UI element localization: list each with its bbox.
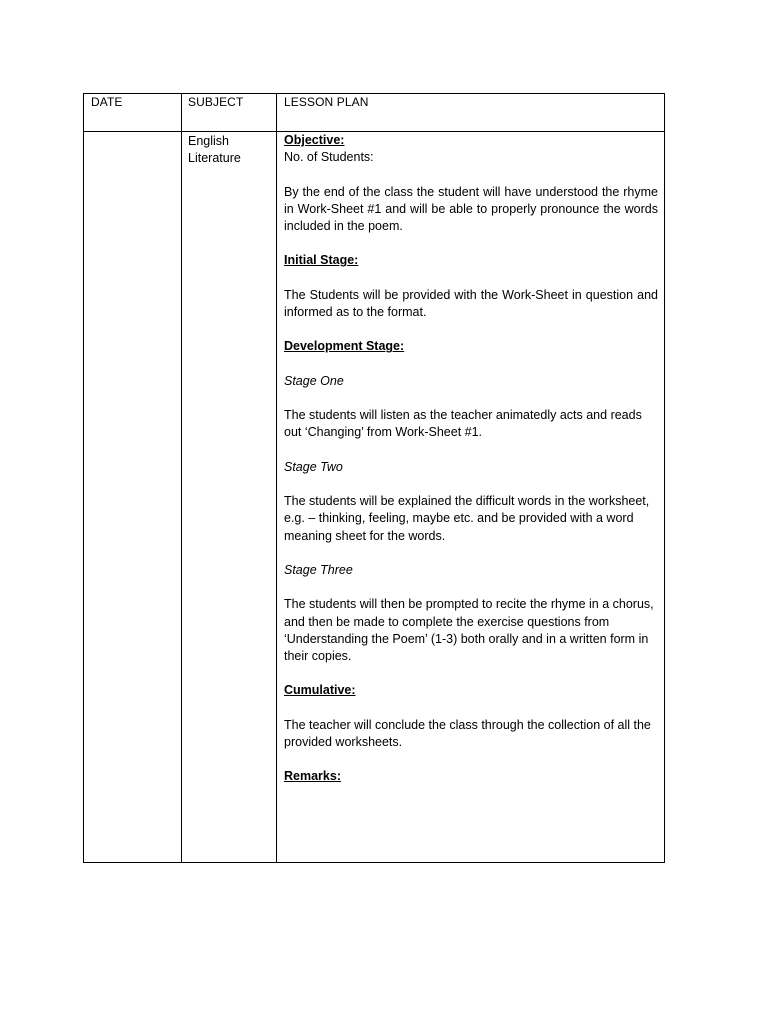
students-label: No. of Students:: [284, 150, 374, 165]
cumulative-heading: Cumulative:: [284, 683, 356, 698]
remarks-heading: Remarks:: [284, 769, 341, 784]
cumulative-text: The teacher will conclude the class through the collection of all the provided worksheets.: [284, 717, 651, 749]
stage-two-label: Stage Two: [284, 459, 343, 474]
stage-three-label: Stage Three: [284, 562, 353, 577]
initial-stage-heading: Initial Stage:: [284, 253, 359, 268]
lesson-plan-table: [83, 93, 665, 863]
objective-text: By the end of the class the student will have understood the rhyme in Work-Sheet #1 and will be able to properly pronounce the words included in the poem.: [284, 184, 658, 233]
subject-cell: [188, 133, 276, 167]
stage-three-text: The students will then be prompted to recite the rhyme in a chorus, and then be made to complete the exercise questions from ‘Understanding the Poem’ (1-3) both orally and in a written form in their copies.: [284, 597, 654, 663]
subject-line: Literature: [188, 151, 241, 165]
initial-stage-text: The Students will be provided with the Work-Sheet in question and informed as to the format.: [284, 287, 658, 319]
subject-header: SUBJECT: [188, 95, 244, 109]
stage-one-text: The students will listen as the teacher animatedly acts and reads out ‘Changing’ from Work-Sheet #1.: [284, 408, 642, 440]
column-divider: [276, 94, 277, 862]
date-header: DATE: [91, 95, 123, 109]
lesson-plan-cell: [284, 132, 658, 786]
stage-one-label: Stage One: [284, 373, 344, 388]
column-divider: [181, 94, 182, 862]
stage-two-text: The students will be explained the difficult words in the worksheet, e.g. – thinking, feeling, maybe etc. and be provided with a word meaning sheet for the words.: [284, 494, 650, 543]
lesson-plan-header: LESSON PLAN: [284, 95, 369, 109]
subject-line: English: [188, 134, 229, 148]
development-stage-heading: Development Stage:: [284, 339, 405, 354]
objective-heading: Objective:: [284, 133, 345, 147]
